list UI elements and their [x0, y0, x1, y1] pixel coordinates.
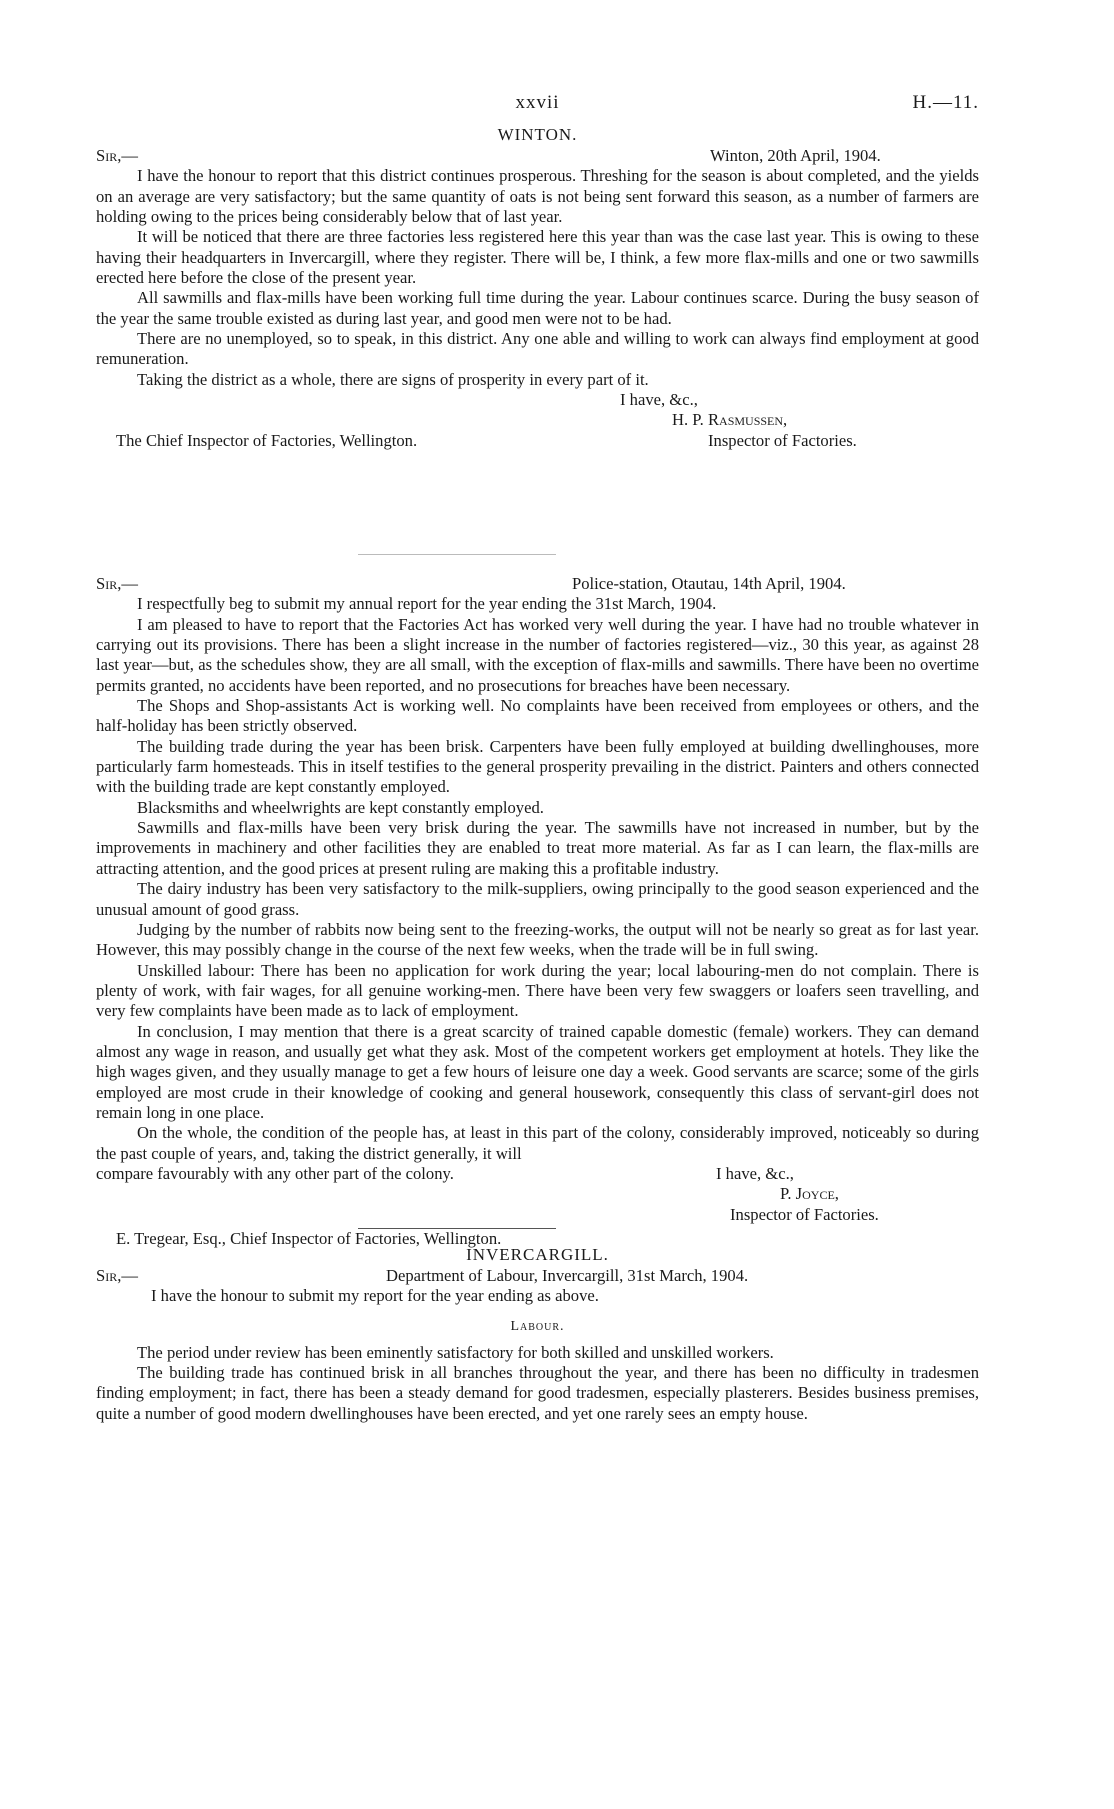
dateline: Winton, 20th April, 1904.	[710, 146, 881, 165]
document-reference: H.—11.	[912, 92, 979, 113]
document-page	[96, 0, 979, 1809]
signatory-title-row	[96, 1205, 979, 1225]
signatory: P. Joyce,	[780, 1184, 839, 1204]
paragraph: The Shops and Shop-assistants Act is working well. No complaints have been received from employees or others, and the half-holiday has been strictly observed.	[96, 696, 979, 736]
addressee-row	[96, 431, 979, 451]
closing-row	[96, 390, 979, 410]
paragraph: Sawmills and flax-mills have been very brisk during the year. The sawmills have not increased in number, but by the improvements in machinery and other facilities they are enabled to treat more material. As far as I can learn, the flax-mills are attracting attention, and the good prices at present ruling are making this a profitable industry.	[96, 818, 979, 878]
paragraph: All sawmills and flax-mills have been working full time during the year. Labour continues scarce. During the busy season of the year the same trouble existed as during last year, and good men were not to be had.	[96, 288, 979, 328]
section-title: WINTON.	[497, 125, 578, 144]
salutation-row	[96, 574, 979, 594]
section-divider	[358, 554, 556, 555]
paragraph: Taking the district as a whole, there are signs of prosperity in every part of it.	[137, 369, 649, 389]
paragraph: On the whole, the condition of the people has, at least in this part of the colony, considerably improved, noticeably so during the past couple of years, and, taking the district generally, it will	[96, 1123, 979, 1163]
running-header	[96, 92, 979, 118]
invercargill-report	[96, 1244, 979, 1424]
salutation-row	[96, 1266, 979, 1286]
paragraph: Unskilled labour: There has been no application for work during the year; local labouring-men do not complain. There is plenty of work, with fair wages, for all genuine working-men. There have been very few swaggers or loafers seen travelling, and very few complaints have been made as to lack of employment.	[96, 960, 979, 1021]
paragraph: I respectfully beg to submit my annual report for the year ending the 31st March, 1904.	[137, 594, 717, 614]
addressee: The Chief Inspector of Factories, Wellington.	[116, 430, 418, 450]
paragraph: There are no unemployed, so to speak, in this district. Any one able and willing to work can always find employment at good remuneration.	[96, 329, 979, 369]
section-title: INVERCARGILL.	[466, 1245, 609, 1264]
paragraph: It will be noticed that there are three factories less registered here this year than was the case last year. This is owing to these having their headquarters in Invercargill, where they register. There will be, I think, a few more flax-mills and one or two sawmills erected here before the close of the present year.	[96, 227, 979, 288]
intro: I have the honour to submit my report for the year ending as above.	[151, 1286, 599, 1306]
paragraph: The dairy industry has been very satisfactory to the milk-suppliers, owing principally to the good season experienced and the unusual amount of good grass.	[96, 879, 979, 919]
addressee: E. Tregear, Esq., Chief Inspector of Factories, Wellington.	[116, 1229, 502, 1248]
intro-row	[96, 1286, 979, 1306]
paragraph: The period under review has been eminently satisfactory for both skilled and unskilled workers.	[137, 1342, 774, 1362]
winton-report	[96, 124, 979, 451]
paragraph: Judging by the number of rabbits now being sent to the freezing-works, the output will not be nearly so great as for last year. However, this may possibly change in the course of the next few weeks, when the trade will be in full swing.	[96, 919, 979, 960]
salutation: Sir,—	[96, 146, 138, 165]
paragraph: Blacksmiths and wheelwrights are kept constantly employed.	[137, 797, 544, 817]
dateline: Police-station, Otautau, 14th April, 1904.	[572, 574, 846, 593]
paragraph: In conclusion, I may mention that there is a great scarcity of trained capable domestic (female) workers. They can demand almost any wage in reason, and usually get what they ask. Most of the competent workers get employment at hotels. They like the high wages given, and they usually manage to get a few hours of leisure one day a week. Good servants are scarce; some of the girls employed are most crude in their knowledge of cooking and general housework, consequently this class of servant-girl does not remain long in one place.	[96, 1021, 979, 1122]
signatory-title: Inspector of Factories.	[730, 1204, 879, 1224]
dateline: Department of Labour, Invercargill, 31st March, 1904.	[386, 1266, 749, 1285]
salutation-row	[96, 146, 979, 166]
signatory: H. P. Rasmussen,	[672, 410, 788, 430]
section-divider	[358, 1228, 556, 1229]
paragraph-end: compare favourably with any other part of the colony.	[96, 1163, 454, 1183]
signatory-row	[96, 410, 979, 430]
closing: I have, &c.,	[620, 390, 698, 410]
signatory-row	[96, 1184, 979, 1204]
paragraph: The building trade during the year has been brisk. Carpenters have been fully employed at building dwellinghouses, more particularly farm homesteads. This in itself testifies to the general prosperity prevailing in the district. Painters and others connected with the building trade are kept constantly employed.	[96, 736, 979, 797]
paragraph: I have the honour to report that this district continues prosperous. Threshing for the season is about completed, and the yields on an average are very satisfactory; but the same quantity of oats is not being sent forward this season, as a number of farmers are holding owing to the prices being considerably below that of last year.	[96, 166, 979, 227]
paragraph: The building trade has continued brisk in all branches throughout the year, and there has been no difficulty in tradesmen finding employment; in fact, there has been a steady demand for good tradesmen, especially plasterers. Besides business premises, quite a number of good modern dwellinghouses have been erected, and yet one rarely sees an empty house.	[96, 1363, 979, 1423]
page-number: xxvii	[515, 92, 560, 113]
otautau-report	[96, 574, 979, 1249]
closing: I have, &c.,	[716, 1163, 794, 1183]
closing-row	[96, 1164, 979, 1184]
signatory-title: Inspector of Factories.	[708, 430, 857, 450]
salutation: Sir,—	[96, 1266, 138, 1285]
subheading: Labour.	[510, 1318, 565, 1334]
paragraph: I am pleased to have to report that the Factories Act has worked very well during the year. I have had no trouble whatever in carrying out its provisions. There has been a slight increase in the number of factories registered—viz., 30 this year, as against 28 last year—but, as the schedules show, they are all small, with the exception of flax-mills and sawmills. There have been no overtime permits granted, no accidents have been reported, and no prosecutions for breaches have been necessary.	[96, 614, 979, 695]
salutation: Sir,—	[96, 574, 138, 593]
